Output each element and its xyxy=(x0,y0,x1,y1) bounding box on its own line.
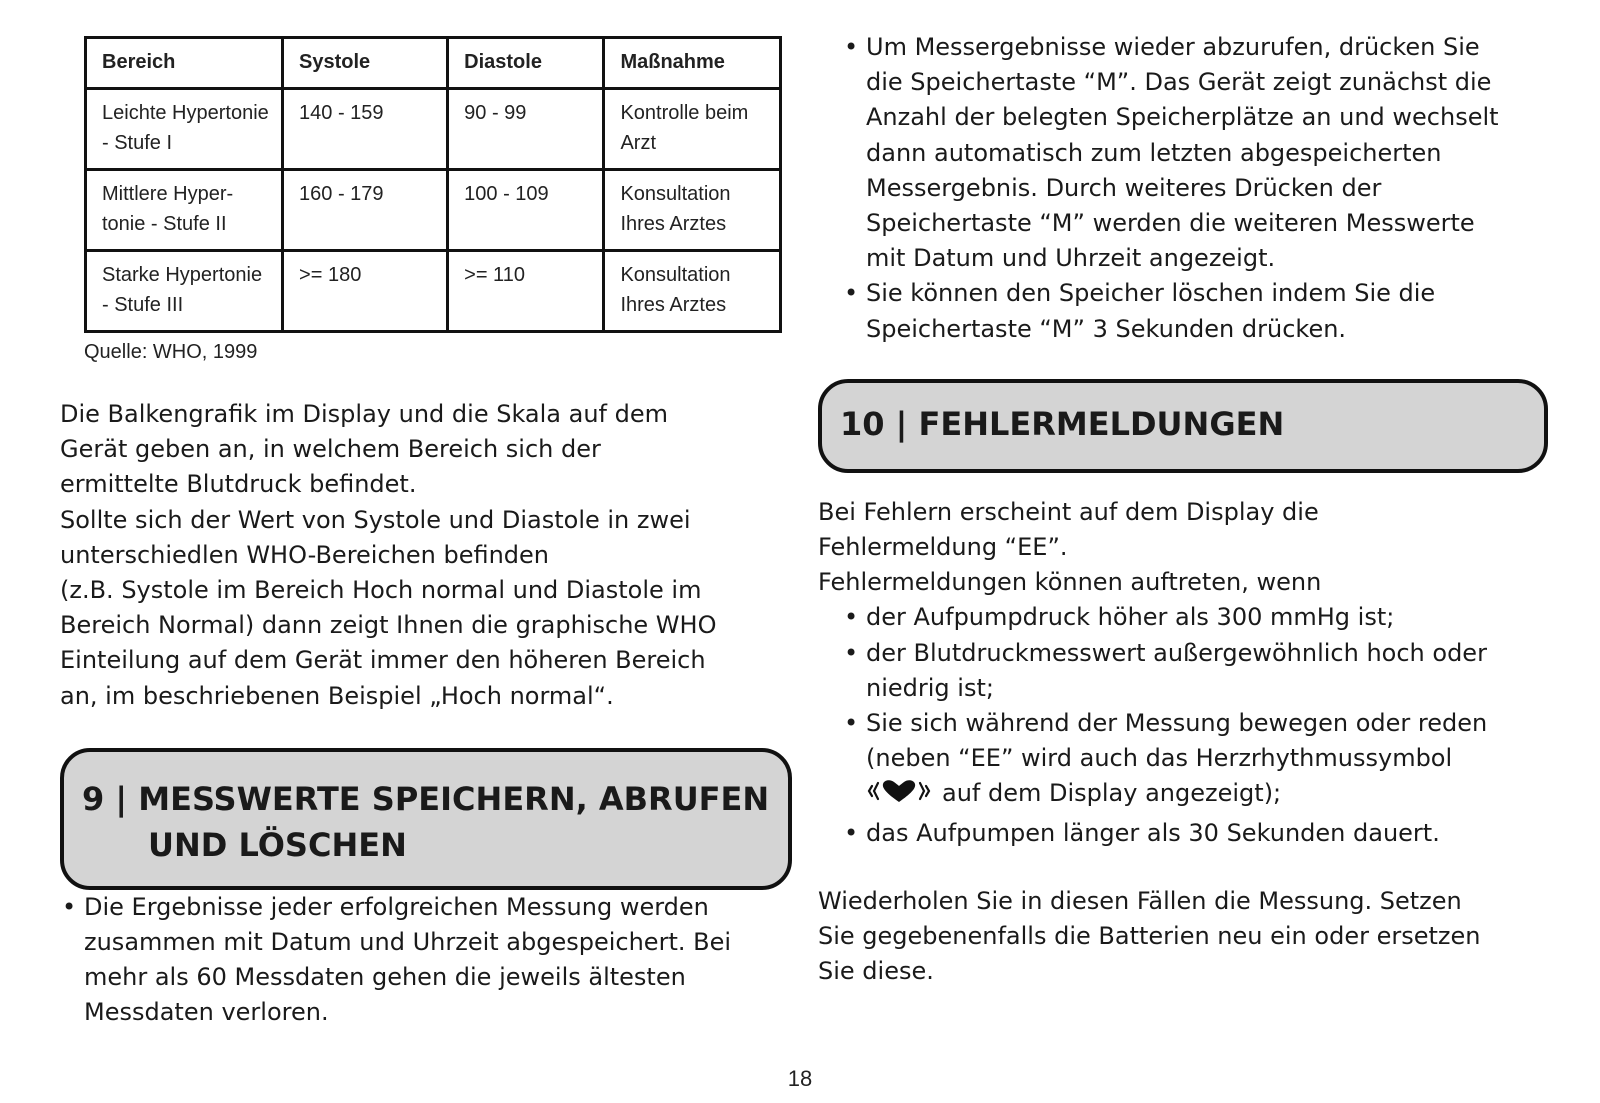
bar-graph-paragraph xyxy=(60,397,800,714)
table-row xyxy=(86,251,781,332)
text-line: Sie diese. xyxy=(818,957,934,986)
final-paragraph xyxy=(818,884,1572,990)
table-cell: >= 180 xyxy=(283,251,448,332)
text-line: dann automatisch zum letzten abgespeicherten xyxy=(866,138,1442,167)
cell-line: Kontrolle beim xyxy=(620,102,749,124)
table-row xyxy=(86,170,781,251)
table-header: Diastole xyxy=(448,38,604,89)
recall-bullet-list xyxy=(842,30,1572,347)
text-line xyxy=(866,776,1572,815)
table-cell xyxy=(604,251,781,332)
text-line: unterschiedlen WHO-Bereichen befinden xyxy=(60,540,550,569)
left-column xyxy=(60,36,800,1031)
table-header-row xyxy=(86,38,781,89)
section-9-heading xyxy=(60,748,792,890)
text-line: Einteilung auf dem Gerät immer den höheren Bereich xyxy=(60,646,706,675)
error-intro-paragraph xyxy=(818,495,1572,601)
cell-line: tonie - Stufe II xyxy=(102,213,227,235)
table-source-note: Quelle: WHO, 1999 xyxy=(84,341,258,363)
table-cell: 90 - 99 xyxy=(448,89,604,170)
text-line: Bei Fehlern erscheint auf dem Display die xyxy=(818,497,1319,526)
table-cell: 140 - 159 xyxy=(283,89,448,170)
section-10-heading xyxy=(818,379,1548,473)
cell-line: Konsultation xyxy=(620,264,731,286)
section-heading-line: 10 | FEHLERMELDUNGEN xyxy=(840,404,1285,443)
who-classification-table xyxy=(84,36,782,333)
table-cell xyxy=(604,170,781,251)
text-line: • Um Messergebnisse wieder abzurufen, drücken Sie xyxy=(866,33,1480,61)
table-row xyxy=(86,89,781,170)
table-cell xyxy=(86,170,283,251)
text-line: Wiederholen Sie in diesen Fällen die Messung. Setzen xyxy=(818,886,1462,915)
cell-line: - Stufe I xyxy=(102,132,173,154)
table-header: Bereich xyxy=(86,38,283,89)
text-line: Anzahl der belegten Speicherplätze an und wechselt xyxy=(866,103,1499,132)
text-line: ermittelte Blutdruck befindet. xyxy=(60,470,417,499)
text-line: • der Blutdruckmesswert außergewöhnlich hoch oder xyxy=(866,638,1487,667)
text-line: • Sie sich während der Messung bewegen oder reden xyxy=(866,709,1488,738)
text-line: Sie gegebenenfalls die Batterien neu ein oder ersetzen xyxy=(818,922,1481,951)
text-line: Fehlermeldungen können auftreten, wenn xyxy=(818,568,1322,597)
text-line: Bereich Normal) dann zeigt Ihnen die graphische WHO xyxy=(60,611,717,640)
table-cell: >= 110 xyxy=(448,251,604,332)
text-line: mit Datum und Uhrzeit angezeigt. xyxy=(866,244,1276,273)
text-line: • der Aufpumpdruck höher als 300 mmHg ist; xyxy=(866,603,1395,632)
table-cell xyxy=(604,89,781,170)
cell-line: Ihres Arztes xyxy=(620,294,727,316)
heart-line-text: auf dem Display angezeigt); xyxy=(942,779,1282,808)
text-line: Die Balkengrafik im Display und die Skala auf dem xyxy=(60,400,669,428)
text-line: • das Aufpumpen länger als 30 Sekunden dauert. xyxy=(866,818,1440,847)
page-number: 18 xyxy=(787,1066,813,1091)
text-line: (z.B. Systole im Bereich Hoch normal und Diastole im xyxy=(60,576,702,605)
cell-line: Ihres Arztes xyxy=(620,213,727,235)
text-line: Sollte sich der Wert von Systole und Diastole in zwei xyxy=(60,505,691,534)
list-item xyxy=(842,30,1572,276)
cell-line: Leichte Hypertonie xyxy=(102,102,269,124)
table-header: Systole xyxy=(283,38,448,89)
cell-line: Konsultation xyxy=(620,183,731,205)
text-line: Gerät geben an, in welchem Bereich sich der xyxy=(60,435,601,464)
table-header: Maßnahme xyxy=(604,38,781,89)
text-line: niedrig ist; xyxy=(866,673,994,702)
cell-line: Starke Hypertonie xyxy=(102,264,263,286)
text-line: zusammen mit Datum und Uhrzeit abgespeichert. Bei xyxy=(84,928,732,957)
text-line: Messdaten verloren. xyxy=(84,998,329,1027)
text-line: • Sie können den Speicher löschen indem Sie die xyxy=(866,279,1436,308)
list-item xyxy=(842,816,1572,851)
section-heading-line: 9 | MESSWERTE SPEICHERN, ABRUFEN xyxy=(82,779,770,818)
heart-rhythm-icon xyxy=(866,777,932,815)
error-bullet-list xyxy=(842,600,1572,850)
list-item xyxy=(842,600,1572,635)
table-cell: 160 - 179 xyxy=(283,170,448,251)
cell-line: Arzt xyxy=(620,132,657,154)
text-line: Messergebnis. Durch weiteres Drücken der xyxy=(866,173,1382,202)
table-cell xyxy=(86,251,283,332)
text-line: Speichertaste “M” werden die weiteren Messwerte xyxy=(866,209,1475,238)
text-line: Fehlermeldung “EE”. xyxy=(818,533,1068,562)
list-item xyxy=(60,890,800,1031)
list-item xyxy=(842,276,1572,346)
text-line: mehr als 60 Messdaten gehen die jeweils ältesten xyxy=(84,963,686,992)
right-column xyxy=(818,30,1572,989)
table-cell: 100 - 109 xyxy=(448,170,604,251)
table-cell xyxy=(86,89,283,170)
text-line: (neben “EE” wird auch das Herzrhythmussymbol xyxy=(866,744,1453,773)
section-heading-line: UND LÖSCHEN xyxy=(148,825,407,864)
text-line: Speichertaste “M” 3 Sekunden drücken. xyxy=(866,314,1347,343)
storage-bullet-list xyxy=(60,890,800,1031)
cell-line: Mittlere Hyper- xyxy=(102,183,234,205)
list-item xyxy=(842,636,1572,706)
text-line: an, im beschriebenen Beispiel „Hoch normal“. xyxy=(60,681,614,710)
list-item xyxy=(842,706,1572,816)
text-line: die Speichertaste “M”. Das Gerät zeigt zunächst die xyxy=(866,68,1492,97)
text-line: • Die Ergebnisse jeder erfolgreichen Messung werden xyxy=(84,892,709,921)
cell-line: - Stufe III xyxy=(102,294,184,316)
